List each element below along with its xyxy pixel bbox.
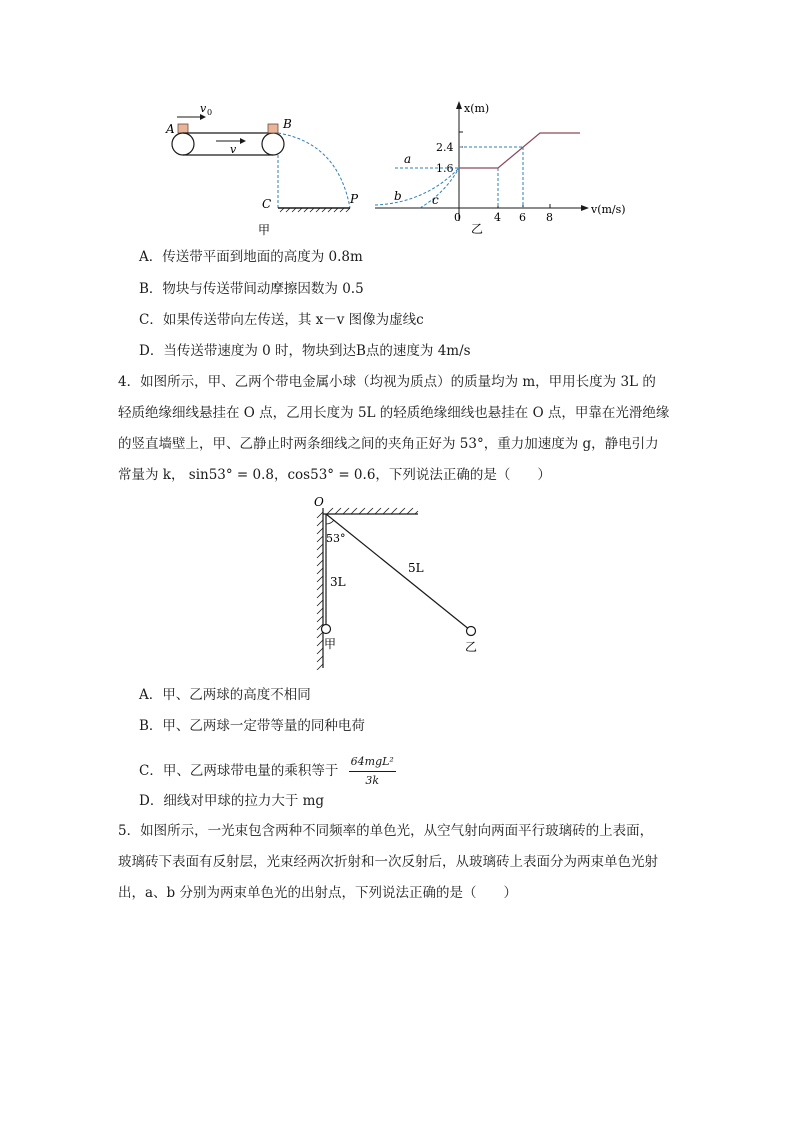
label-3L: 3L [330,575,346,589]
trajectory-bp [278,133,350,208]
tick-label-2-4: 2.4 [436,141,454,154]
v-arrow-head [240,138,246,144]
tick-label-6: 6 [519,211,526,224]
q4-line-4: 常量为 k， sin53° = 0.8，cos53° = 0.6，下列说法正确的是（ ） [118,467,551,483]
tick-label-1-6: 1.6 [436,162,454,175]
q3-option-b: B．物块与传送带间动摩擦因数为 0.5 [139,281,364,297]
label-v0-sub: 0 [207,108,213,117]
block-a [178,124,188,133]
caption-jia: 甲 [258,223,271,237]
tick-label-4: 4 [494,211,501,224]
label-angle: 53° [326,532,346,545]
block-b [268,124,278,133]
ball-yi [467,627,476,636]
fraction-numerator: 64mgL² [349,753,396,772]
v-axis-arrow [581,205,589,211]
q4-option-a: A．甲、乙两球的高度不相同 [139,687,311,703]
q3-option-d: D．当传送带速度为 0 时，物块到达B点的速度为 4m/s [139,343,471,359]
graph-vlabel: v(m/s) [591,203,626,216]
q4-line-3: 的竖直墙壁上，甲、乙静止时两条细线之间的夹角正好为 53°，重力加速度为 g，静电引力 [118,436,659,452]
conveyor-figure [160,95,380,240]
left-roller [172,133,194,155]
q3-option-a: A．传送带平面到地面的高度为 0.8m [139,249,363,265]
q4-line-1: 4．如图所示，甲、乙两个带电金属小球（均视为质点）的质量均为 m，甲用长度为 3L 的 [118,374,656,390]
tick-label-8: 8 [546,211,553,224]
label-curve-a: a [404,152,412,166]
q4-option-c-text: C．甲、乙两球带电量的乘积等于 [139,763,339,779]
ceiling-hatch [327,508,418,514]
graph-xlabel: x(m) [464,102,490,115]
label-v: v [230,143,237,156]
q4-figure [300,490,500,670]
q4-line-2: 轻质绝缘细线悬挂在 O 点，乙用长度为 5L 的轻质绝缘细线也悬挂在 O 点，甲靠在光滑绝缘 [118,405,670,421]
label-C: C [262,197,272,211]
label-yi: 乙 [465,640,478,654]
label-O: O [314,495,324,509]
q4-option-b: B．甲、乙两球一定带等量的同种电荷 [139,718,365,734]
ball-jia [322,625,331,634]
label-curve-b: b [394,189,402,203]
label-jia: 甲 [324,637,337,651]
q5-line-3: 出，a、b 分别为两束单色光的出射点，下列说法正确的是（ ） [118,885,517,901]
label-curve-c: c [432,193,439,207]
label-5L: 5L [408,561,424,575]
right-roller [262,133,284,155]
caption-yi: 乙 [471,222,484,236]
q5-line-2: 玻璃砖下表面有反射层，光束经两次折射和一次反射后，从玻璃砖上表面分为两束单色光射 [118,854,658,870]
string-5L [326,514,470,630]
q3-option-c: C．如果传送带向左传送，其 x－v 图像为虚线c [139,312,424,328]
angle-arc [326,520,334,524]
q4-option-c [139,753,396,790]
label-P: P [350,192,359,206]
q4-option-d: D．细线对甲球的拉力大于 mg [139,793,325,809]
fraction-denominator: 3k [365,774,380,787]
wall-hatch [317,512,323,670]
label-B: B [283,117,292,131]
label-A: A [166,122,175,136]
q4-option-c-fraction [349,753,396,790]
xv-graph [365,95,635,240]
y-axis-arrow [456,101,462,109]
q5-line-1: 5．如图所示，一光束包含两种不同频率的单色光，从空气射向两面平行玻璃砖的上表面， [118,823,654,839]
label-v0: v [200,102,207,115]
xv-solid-line [459,133,580,168]
tick-label-0: 0 [454,211,461,224]
